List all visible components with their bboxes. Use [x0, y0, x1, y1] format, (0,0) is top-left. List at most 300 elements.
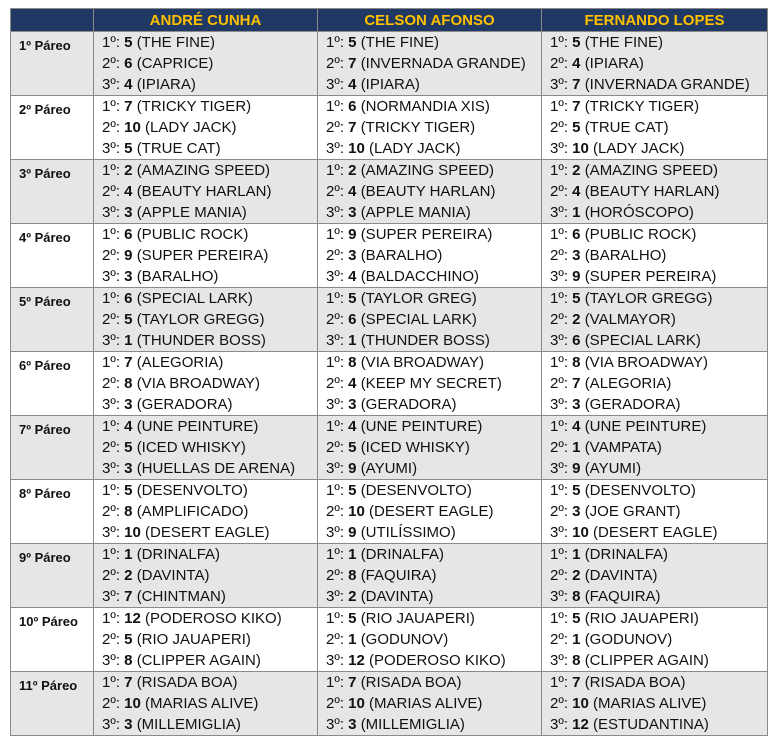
race-label: 3º Páreo [11, 160, 94, 224]
horse-number: 6 [124, 226, 133, 243]
horse-number: 12 [348, 652, 365, 669]
position-label: 1º: [102, 482, 120, 499]
horse-number: 2 [124, 567, 133, 584]
pick-line [318, 437, 541, 458]
pick-line [94, 608, 317, 629]
horse-number: 4 [348, 268, 357, 285]
horse-number: 1 [572, 204, 581, 221]
position-label: 1º: [326, 610, 344, 627]
horse-number: 9 [572, 460, 581, 477]
horse-number: 4 [572, 418, 581, 435]
position-label: 3º: [326, 652, 344, 669]
position-label: 2º: [550, 439, 568, 456]
pick-line [94, 565, 317, 586]
horse-name: (BEAUTY HARLAN) [136, 183, 272, 200]
horse-name: (TRICKY TIGER) [136, 98, 252, 115]
pick-line [94, 330, 317, 351]
pick-line [94, 672, 317, 693]
pick-line [94, 96, 317, 117]
position-label: 1º: [102, 226, 120, 243]
pick-line [542, 309, 767, 330]
horse-name: (AMPLIFICADO) [136, 503, 249, 520]
horse-name: (HUELLAS DE ARENA) [136, 460, 296, 477]
position-label: 3º: [550, 204, 568, 221]
position-label: 3º: [550, 716, 568, 733]
pick-line [94, 394, 317, 415]
horse-name: (PODEROSO KIKO) [145, 610, 282, 627]
pick-line [318, 330, 541, 351]
horse-name: (FAQUIRA) [584, 588, 661, 605]
horse-number: 5 [348, 610, 357, 627]
position-label: 2º: [550, 311, 568, 328]
position-label: 3º: [326, 332, 344, 349]
pick-cell [94, 224, 318, 288]
horse-name: (SUPER PEREIRA) [584, 268, 717, 285]
pick-cell [542, 608, 768, 672]
position-label: 2º: [326, 695, 344, 712]
position-label: 1º: [326, 226, 344, 243]
pick-line [318, 266, 541, 287]
position-label: 2º: [326, 375, 344, 392]
pick-line [318, 629, 541, 650]
race-row [11, 96, 768, 160]
pick-cell [542, 480, 768, 544]
header-row [11, 9, 768, 32]
horse-name: (BARALHO) [360, 247, 443, 264]
horse-number: 1 [124, 546, 133, 563]
pick-line [94, 501, 317, 522]
horse-number: 9 [348, 226, 357, 243]
pick-line [542, 672, 767, 693]
horse-number: 3 [348, 247, 357, 264]
race-row [11, 288, 768, 352]
position-label: 1º: [550, 98, 568, 115]
race-row [11, 480, 768, 544]
position-label: 1º: [550, 162, 568, 179]
position-label: 2º: [550, 695, 568, 712]
pick-line [94, 160, 317, 181]
horse-name: (PUBLIC ROCK) [584, 226, 697, 243]
position-label: 2º: [102, 695, 120, 712]
horse-name: (RISADA BOA) [584, 674, 686, 691]
pick-line [94, 373, 317, 394]
horse-name: (AMAZING SPEED) [360, 162, 495, 179]
pick-line [542, 330, 767, 351]
horse-name: (MARIAS ALIVE) [145, 695, 259, 712]
pick-cell [318, 32, 542, 96]
header-fernando-lopes: FERNANDO LOPES [542, 9, 768, 32]
pick-cell [542, 32, 768, 96]
pick-line [94, 224, 317, 245]
horse-number: 5 [124, 34, 133, 51]
horse-name: (UNE PEINTURE) [360, 418, 483, 435]
pick-line [542, 96, 767, 117]
horse-name: (LADY JACK) [145, 119, 237, 136]
position-label: 1º: [326, 162, 344, 179]
horse-name: (RISADA BOA) [360, 674, 462, 691]
horse-number: 6 [348, 311, 357, 328]
horse-name: (UNE PEINTURE) [584, 418, 707, 435]
pick-line [542, 53, 767, 74]
horse-number: 7 [124, 674, 133, 691]
pick-line [318, 96, 541, 117]
pick-line [542, 138, 767, 159]
horse-number: 10 [124, 119, 141, 136]
pick-line [318, 458, 541, 479]
pick-line [542, 458, 767, 479]
horse-number: 10 [124, 524, 141, 541]
position-label: 3º: [326, 716, 344, 733]
pick-line [94, 245, 317, 266]
race-row [11, 608, 768, 672]
pick-line [94, 266, 317, 287]
position-label: 1º: [102, 674, 120, 691]
pick-line [542, 32, 767, 53]
position-label: 1º: [102, 290, 120, 307]
horse-name: (THE FINE) [360, 34, 440, 51]
race-label: 8º Páreo [11, 480, 94, 544]
horse-number: 2 [348, 588, 357, 605]
horse-name: (THUNDER BOSS) [136, 332, 266, 349]
pick-line [542, 160, 767, 181]
horse-name: (DESERT EAGLE) [593, 524, 718, 541]
position-label: 1º: [550, 674, 568, 691]
horse-number: 7 [124, 98, 133, 115]
position-label: 2º: [102, 503, 120, 520]
pick-cell [94, 32, 318, 96]
horse-number: 2 [348, 162, 357, 179]
pick-line [542, 245, 767, 266]
horse-name: (ICED WHISKY) [360, 439, 470, 456]
horse-number: 8 [124, 503, 133, 520]
horse-name: (VALMAYOR) [584, 311, 676, 328]
pick-cell [94, 544, 318, 608]
race-label: 6º Páreo [11, 352, 94, 416]
position-label: 3º: [326, 140, 344, 157]
position-label: 3º: [326, 588, 344, 605]
horse-number: 10 [124, 695, 141, 712]
horse-number: 7 [124, 354, 133, 371]
horse-name: (IPIARA) [360, 76, 420, 93]
position-label: 1º: [102, 418, 120, 435]
position-label: 1º: [550, 418, 568, 435]
position-label: 2º: [326, 567, 344, 584]
pick-line [318, 672, 541, 693]
horse-number: 8 [348, 567, 357, 584]
horse-name: (RISADA BOA) [136, 674, 238, 691]
pick-line [542, 522, 767, 543]
pick-line [542, 416, 767, 437]
position-label: 3º: [102, 268, 120, 285]
pick-cell [318, 544, 542, 608]
horse-number: 7 [124, 588, 133, 605]
horse-name: (RIO JAUAPERI) [584, 610, 699, 627]
horse-name: (UTILÍSSIMO) [360, 524, 456, 541]
horse-name: (RIO JAUAPERI) [136, 631, 251, 648]
pick-line [542, 117, 767, 138]
horse-name: (IPIARA) [136, 76, 196, 93]
pick-line [318, 650, 541, 671]
header-celson-afonso: CELSON AFONSO [318, 9, 542, 32]
horse-number: 3 [124, 396, 133, 413]
pick-cell [318, 224, 542, 288]
tips-table [10, 8, 768, 736]
horse-number: 7 [348, 119, 357, 136]
pick-line [318, 544, 541, 565]
pick-line [94, 693, 317, 714]
position-label: 3º: [102, 588, 120, 605]
pick-line [318, 224, 541, 245]
horse-number: 5 [348, 439, 357, 456]
horse-number: 2 [572, 567, 581, 584]
position-label: 3º: [102, 524, 120, 541]
position-label: 3º: [102, 460, 120, 477]
horse-name: (GODUNOV) [584, 631, 673, 648]
horse-number: 4 [124, 183, 133, 200]
pick-line [94, 437, 317, 458]
pick-line [94, 309, 317, 330]
horse-number: 6 [124, 290, 133, 307]
position-label: 2º: [102, 439, 120, 456]
horse-name: (JOE GRANT) [584, 503, 681, 520]
pick-line [318, 565, 541, 586]
pick-cell [318, 480, 542, 544]
horse-name: (DAVINTA) [360, 588, 434, 605]
race-label: 9º Páreo [11, 544, 94, 608]
position-label: 1º: [550, 546, 568, 563]
horse-name: (VIA BROADWAY) [584, 354, 709, 371]
position-label: 1º: [550, 610, 568, 627]
pick-line [318, 288, 541, 309]
horse-number: 4 [348, 418, 357, 435]
pick-line [94, 416, 317, 437]
position-label: 2º: [550, 567, 568, 584]
position-label: 2º: [102, 631, 120, 648]
pick-line [94, 288, 317, 309]
horse-number: 5 [572, 34, 581, 51]
horse-name: (TAYLOR GREG) [360, 290, 477, 307]
horse-name: (APPLE MANIA) [360, 204, 471, 221]
horse-number: 7 [572, 674, 581, 691]
pick-cell [542, 288, 768, 352]
horse-number: 2 [572, 162, 581, 179]
pick-line [94, 586, 317, 607]
horse-number: 6 [572, 332, 581, 349]
horse-name: (CHINTMAN) [136, 588, 226, 605]
position-label: 1º: [550, 290, 568, 307]
position-label: 3º: [550, 588, 568, 605]
horse-name: (KEEP MY SECRET) [360, 375, 502, 392]
position-label: 3º: [102, 76, 120, 93]
pick-cell [542, 96, 768, 160]
pick-line [318, 608, 541, 629]
pick-line [94, 138, 317, 159]
horse-name: (TRICKY TIGER) [360, 119, 476, 136]
horse-number: 12 [124, 610, 141, 627]
race-row [11, 416, 768, 480]
horse-number: 7 [348, 674, 357, 691]
horse-number: 7 [572, 375, 581, 392]
pick-cell [94, 416, 318, 480]
horse-number: 1 [572, 546, 581, 563]
horse-name: (HORÓSCOPO) [584, 204, 694, 221]
pick-line [542, 501, 767, 522]
horse-name: (AYUMI) [360, 460, 418, 477]
pick-line [318, 117, 541, 138]
horse-number: 2 [124, 162, 133, 179]
horse-name: (SUPER PEREIRA) [136, 247, 269, 264]
pick-cell [542, 416, 768, 480]
horse-name: (THUNDER BOSS) [360, 332, 490, 349]
horse-name: (ALEGORIA) [584, 375, 672, 392]
horse-number: 5 [572, 482, 581, 499]
position-label: 3º: [550, 140, 568, 157]
position-label: 1º: [102, 98, 120, 115]
position-label: 2º: [102, 247, 120, 264]
horse-number: 9 [124, 247, 133, 264]
position-label: 2º: [326, 183, 344, 200]
horse-name: (MILLEMIGLIA) [360, 716, 465, 733]
horse-number: 4 [348, 375, 357, 392]
pick-line [318, 480, 541, 501]
position-label: 1º: [102, 610, 120, 627]
position-label: 2º: [102, 311, 120, 328]
pick-line [94, 544, 317, 565]
pick-line [318, 53, 541, 74]
position-label: 1º: [326, 290, 344, 307]
pick-line [318, 160, 541, 181]
horse-name: (FAQUIRA) [360, 567, 437, 584]
pick-line [542, 608, 767, 629]
horse-number: 4 [124, 418, 133, 435]
position-label: 3º: [102, 396, 120, 413]
pick-line [318, 501, 541, 522]
position-label: 2º: [326, 119, 344, 136]
horse-number: 10 [572, 524, 589, 541]
horse-number: 3 [124, 460, 133, 477]
horse-name: (NORMANDIA XIS) [360, 98, 490, 115]
pick-cell [318, 416, 542, 480]
position-label: 1º: [102, 354, 120, 371]
pick-line [318, 522, 541, 543]
position-label: 1º: [326, 98, 344, 115]
position-label: 3º: [550, 268, 568, 285]
position-label: 2º: [550, 183, 568, 200]
pick-line [318, 138, 541, 159]
horse-number: 8 [124, 375, 133, 392]
horse-name: (DESENVOLTO) [136, 482, 248, 499]
horse-number: 7 [348, 55, 357, 72]
horse-number: 4 [124, 76, 133, 93]
horse-number: 10 [572, 695, 589, 712]
horse-name: (SPECIAL LARK) [584, 332, 701, 349]
horse-name: (AMAZING SPEED) [136, 162, 271, 179]
horse-number: 3 [572, 247, 581, 264]
race-label: 5º Páreo [11, 288, 94, 352]
position-label: 2º: [326, 439, 344, 456]
pick-line [542, 373, 767, 394]
horse-number: 3 [124, 268, 133, 285]
horse-name: (BARALHO) [584, 247, 667, 264]
position-label: 3º: [550, 524, 568, 541]
race-label: 7º Páreo [11, 416, 94, 480]
horse-name: (AMAZING SPEED) [584, 162, 719, 179]
race-row [11, 160, 768, 224]
horse-number: 1 [572, 631, 581, 648]
pick-cell [542, 352, 768, 416]
race-label: 4º Páreo [11, 224, 94, 288]
horse-name: (ESTUDANTINA) [593, 716, 709, 733]
horse-number: 5 [572, 290, 581, 307]
position-label: 2º: [326, 311, 344, 328]
pick-line [542, 480, 767, 501]
position-label: 3º: [326, 268, 344, 285]
position-label: 1º: [326, 354, 344, 371]
position-label: 1º: [550, 226, 568, 243]
horse-number: 7 [572, 98, 581, 115]
horse-name: (GERADORA) [136, 396, 233, 413]
horse-name: (DRINALFA) [584, 546, 669, 563]
position-label: 3º: [102, 332, 120, 349]
position-label: 2º: [326, 55, 344, 72]
pick-line [542, 352, 767, 373]
pick-line [542, 629, 767, 650]
horse-name: (THE FINE) [136, 34, 216, 51]
horse-name: (GODUNOV) [360, 631, 449, 648]
horse-number: 5 [572, 610, 581, 627]
horse-number: 9 [572, 268, 581, 285]
position-label: 3º: [326, 524, 344, 541]
pick-line [318, 352, 541, 373]
pick-cell [318, 96, 542, 160]
pick-line [542, 394, 767, 415]
position-label: 1º: [550, 34, 568, 51]
pick-cell [94, 96, 318, 160]
pick-line [542, 714, 767, 735]
position-label: 3º: [326, 396, 344, 413]
horse-name: (BARALHO) [136, 268, 219, 285]
position-label: 2º: [326, 247, 344, 264]
pick-cell [318, 672, 542, 736]
pick-line [318, 181, 541, 202]
position-label: 2º: [102, 55, 120, 72]
pick-line [542, 650, 767, 671]
horse-name: (DESERT EAGLE) [145, 524, 270, 541]
position-label: 2º: [550, 119, 568, 136]
horse-name: (APPLE MANIA) [136, 204, 247, 221]
horse-number: 6 [572, 226, 581, 243]
horse-name: (VIA BROADWAY) [136, 375, 261, 392]
horse-number: 10 [572, 140, 589, 157]
horse-number: 8 [572, 588, 581, 605]
horse-name: (BEAUTY HARLAN) [584, 183, 720, 200]
position-label: 1º: [102, 546, 120, 563]
pick-cell [94, 160, 318, 224]
header-andre-cunha: ANDRÉ CUNHA [94, 9, 318, 32]
position-label: 3º: [102, 140, 120, 157]
pick-line [94, 522, 317, 543]
horse-name: (INVERNADA GRANDE) [584, 76, 750, 93]
horse-name: (GERADORA) [360, 396, 457, 413]
pick-line [94, 53, 317, 74]
position-label: 2º: [326, 503, 344, 520]
position-label: 1º: [102, 162, 120, 179]
pick-cell [318, 288, 542, 352]
pick-cell [318, 352, 542, 416]
pick-line [318, 202, 541, 223]
horse-number: 5 [348, 482, 357, 499]
pick-line [542, 565, 767, 586]
